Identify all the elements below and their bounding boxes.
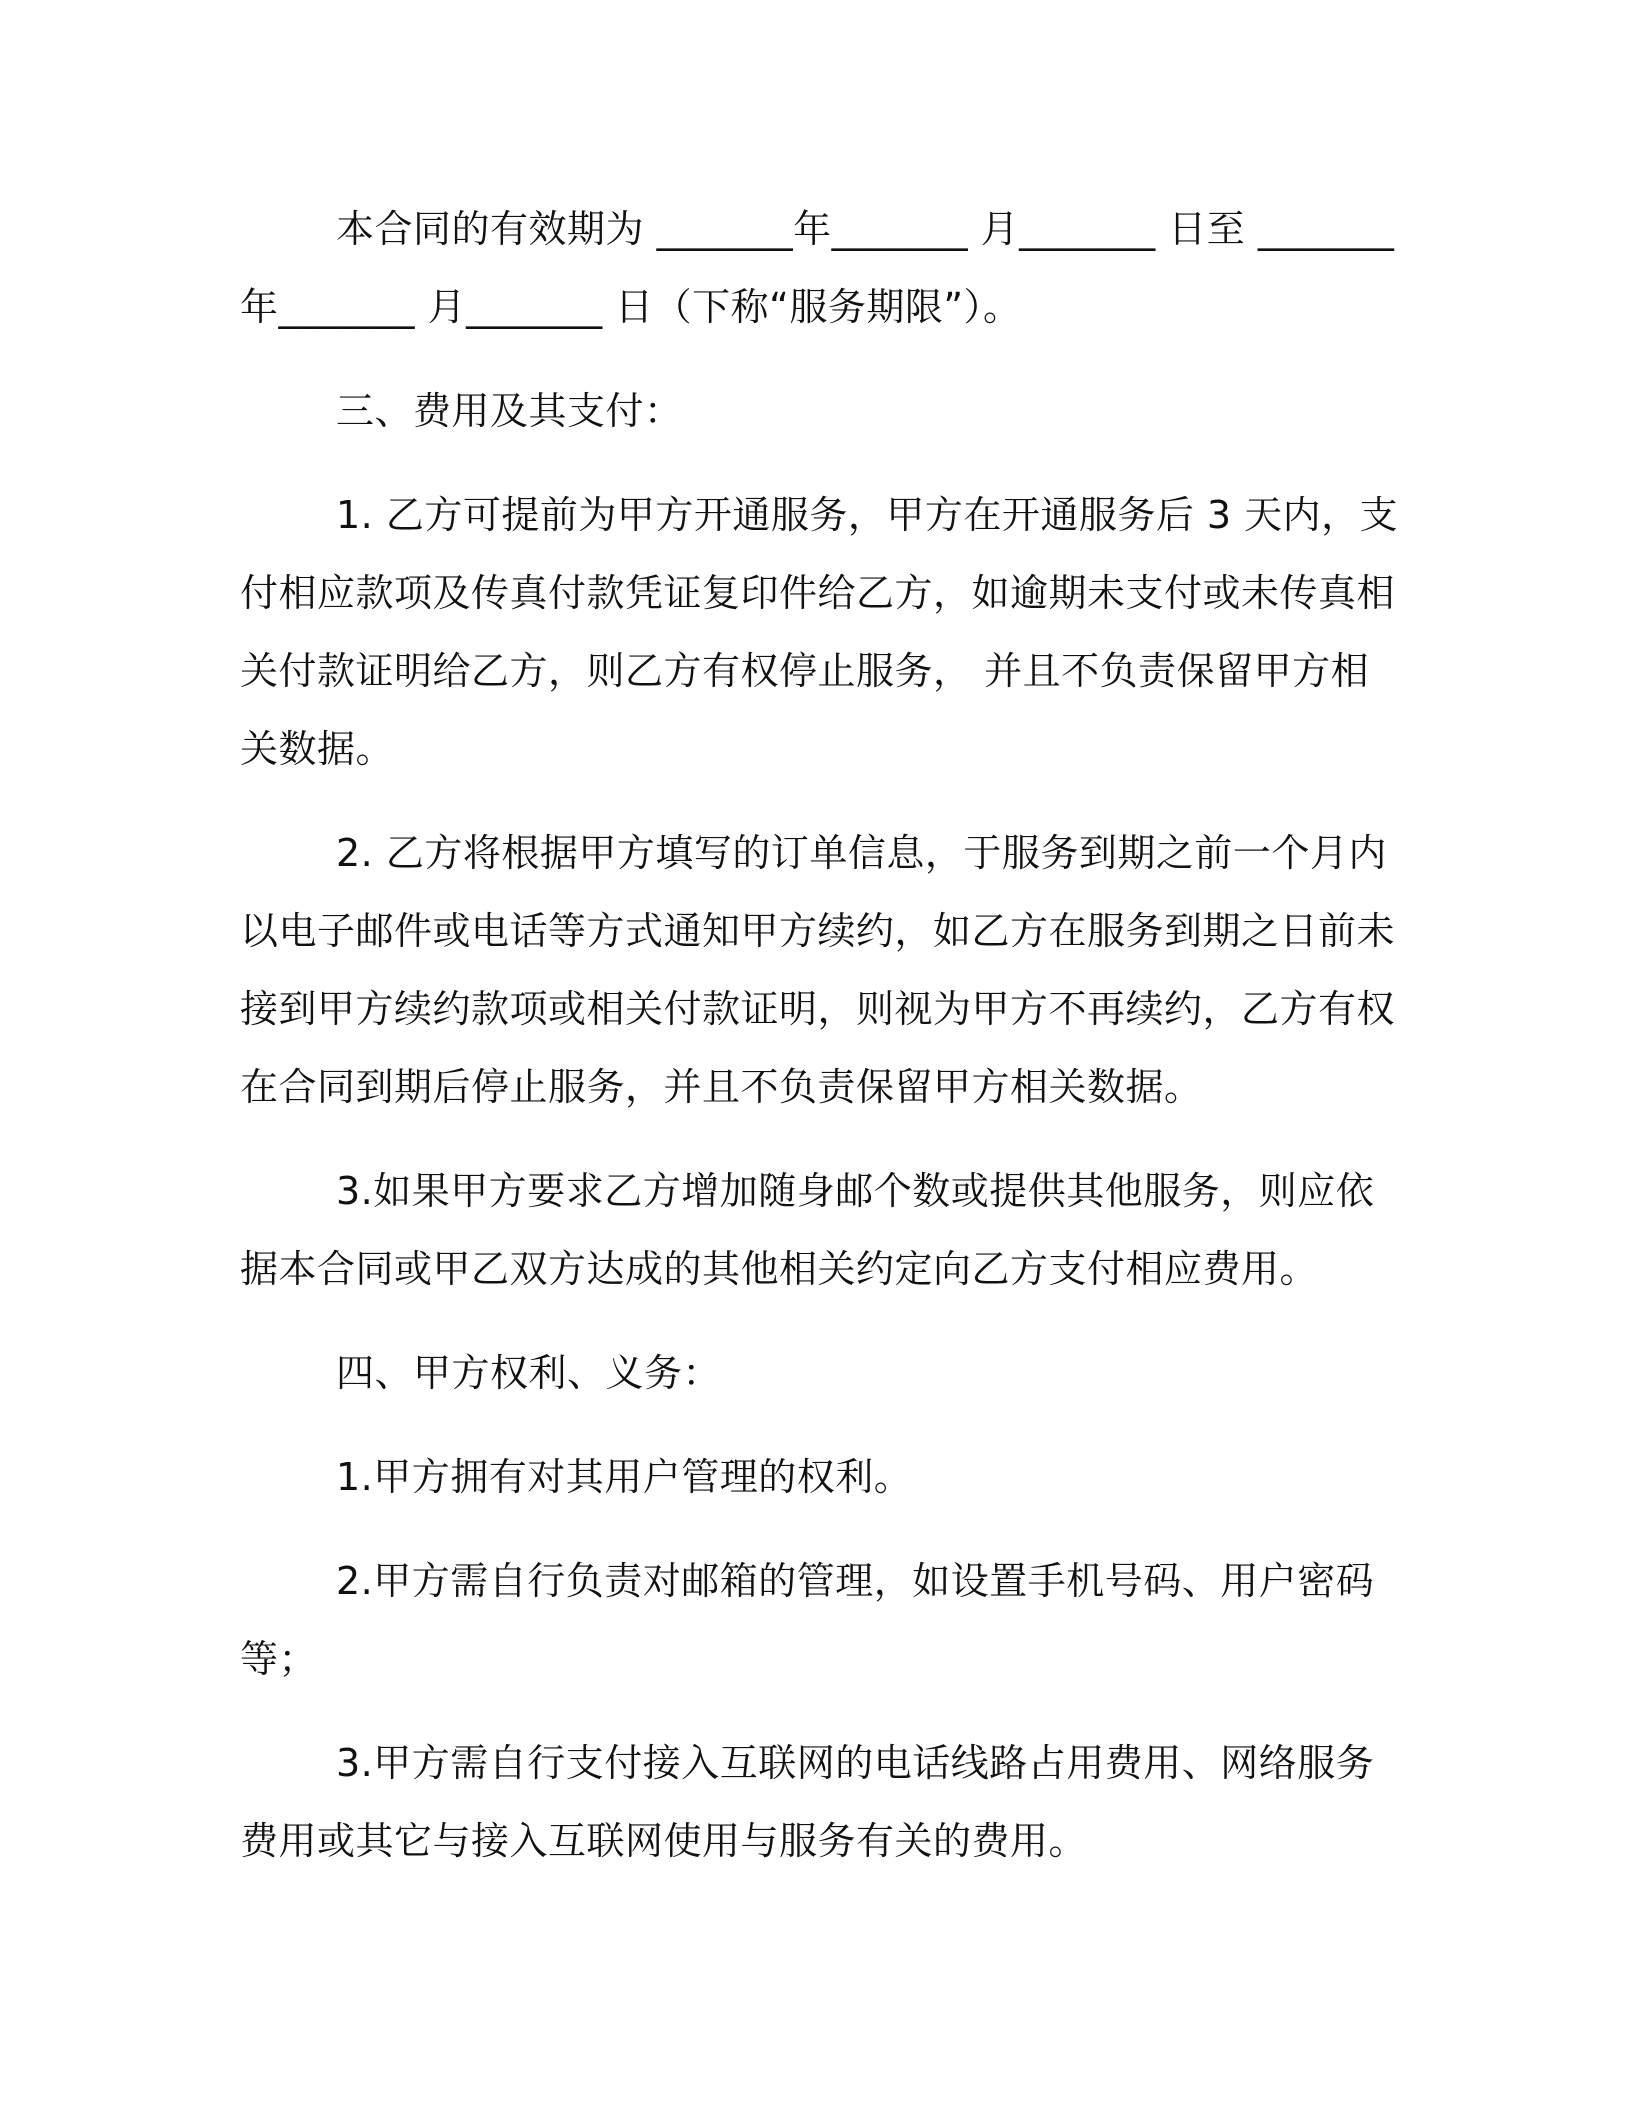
fees-clause-1: 1. 乙方可提前为甲方开通服务，甲方在开通服务后 3 天内，支付相应款项及传真付款凭证复印件给乙方，如逾期未支付或未传真相关付款证明给乙方，则乙方有权停止服务， 并且不负责保留甲方相关数据。 xyxy=(240,493,1399,771)
rights-clause-2: 2.甲方需自行负责对邮箱的管理，如设置手机号码、用户密码等； xyxy=(240,1559,1375,1681)
fees-clause-3: 3.如果甲方要求乙方增加随身邮个数或提供其他服务，则应依据本合同或甲乙双方达成的其他相关约定向乙方支付相应费用。 xyxy=(240,1169,1375,1291)
fees-clause-2: 2. 乙方将根据甲方填写的订单信息，于服务到期之前一个月内以电子邮件或电话等方式通知甲方续约，如乙方在服务到期之日前未接到甲方续约款项或相关付款证明，则视为甲方不再续约，乙方有权在合同到期后停止服务，并且不负责保留甲方相关数据。 xyxy=(240,831,1396,1109)
contract-term-paragraph: 本合同的有效期为 _______年_______ 月_______ 日至 _______年_______ 月_______ 日（下称“服务期限”）。 xyxy=(240,207,1395,329)
section-heading-fees: 三、费用及其支付： xyxy=(336,389,683,433)
section-heading-rights: 四、甲方权利、义务： xyxy=(336,1351,722,1395)
rights-clause-1: 1.甲方拥有对其用户管理的权利。 xyxy=(336,1455,913,1499)
document-page xyxy=(240,190,1400,1906)
rights-clause-3: 3.甲方需自行支付接入互联网的电话线路占用费用、网络服务费用或其它与接入互联网使用与服务有关的费用。 xyxy=(240,1741,1375,1863)
